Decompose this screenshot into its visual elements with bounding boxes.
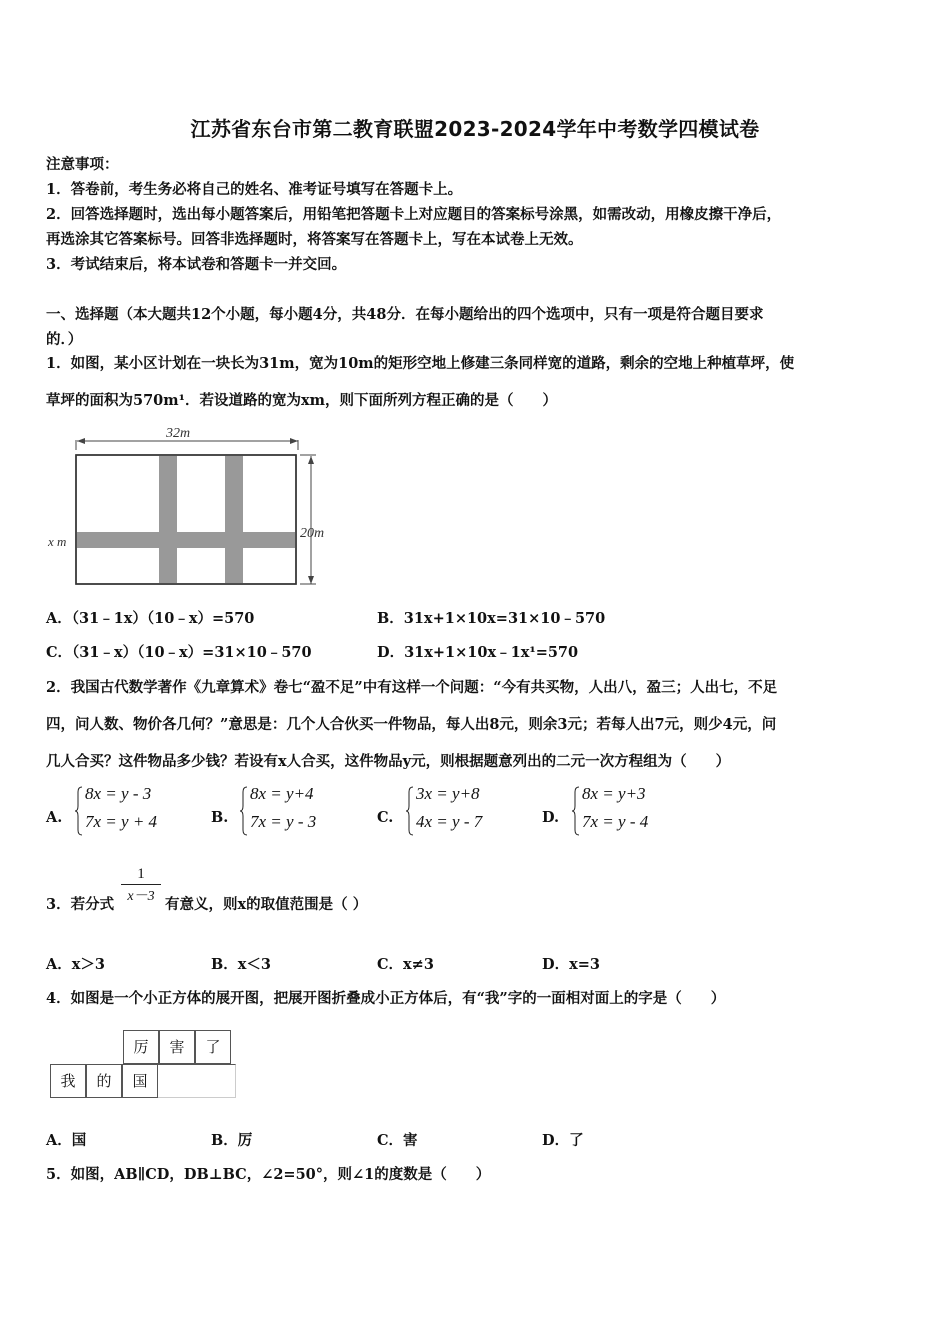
brace-icon — [240, 786, 248, 836]
q1-option-c[interactable]: C．（31﹣x）（10﹣x）=31×10﹣570 — [46, 644, 312, 661]
q2-c-eq1: 3x = y+8 — [416, 784, 480, 803]
q3-fraction — [121, 866, 161, 905]
q2-option-d-system[interactable] — [572, 784, 692, 840]
q5-text-line1: 5．如图，AB∥CD，DB⊥BC，∠2=50°，则∠1的度数是（ ） — [46, 1166, 491, 1183]
q1-fig-left-label: x m — [48, 534, 67, 549]
q1-option-b[interactable]: B．31x+1×10x=31×10﹣570 — [377, 610, 606, 627]
q2-option-c-label[interactable]: C. — [377, 809, 394, 826]
q2-option-b-system[interactable] — [240, 784, 360, 840]
brace-icon — [75, 786, 83, 836]
q2-c-eq2: 4x = y - 7 — [416, 812, 483, 831]
q1-road-figure — [46, 420, 346, 592]
q3-option-c[interactable]: C．x≠3 — [377, 956, 434, 973]
brace-icon — [406, 786, 414, 836]
q1-fig-right-label: 20m — [300, 526, 325, 541]
section-heading-line1: 一、选择题（本大题共12个小题，每小题4分，共48分．在每小题给出的四个选项中，只有一项是符合题目要求 — [46, 306, 764, 323]
q3-text-prefix: 3．若分式 — [46, 896, 115, 913]
q2-option-c-system[interactable] — [406, 784, 526, 840]
q3-option-d[interactable]: D．x=3 — [542, 956, 600, 973]
q1-option-d[interactable]: D．31x+1×10x﹣1x¹=570 — [377, 644, 579, 661]
q2-option-d-label[interactable]: D. — [542, 809, 560, 826]
notice-item-2a: 2．回答选择题时，选出每小题答案后，用铅笔把答题卡上对应题目的答案标号涂黑，如需改动，用橡皮擦干净后， — [46, 206, 782, 223]
q3-option-a[interactable]: A．x＞3 — [46, 956, 105, 973]
notice-heading: 注意事项： — [46, 156, 119, 173]
net-cell-top-1: 厉 — [123, 1030, 159, 1064]
net-cell-bottom-1: 我 — [50, 1064, 86, 1098]
q2-text-line2: 四，问人数、物价各几何？”意思是：几个人合伙买一件物品，每人出8元，则余3元；若每人出7元，则少4元，问 — [46, 716, 777, 733]
q4-text-line1: 4．如图是一个小正方体的展开图，把展开图折叠成小正方体后，有“我”字的一面相对面上的字是（ ） — [46, 990, 726, 1007]
q3-option-b[interactable]: B．x＜3 — [211, 956, 271, 973]
q1-text-line2: 草坪的面积为570m¹．若设道路的宽为xm，则下面所列方程正确的是（ ） — [46, 392, 557, 409]
q2-text-line3: 几人合买？这件物品多少钱？若设有x人合买，这件物品y元，则根据题意列出的二元一次方程组为（ ） — [46, 753, 731, 770]
q2-a-eq2: 7x = y + 4 — [85, 812, 158, 831]
q2-b-eq2: 7x = y - 3 — [250, 812, 317, 831]
q3-numerator: 1 — [121, 866, 161, 885]
q4-option-d[interactable]: D．了 — [542, 1132, 584, 1149]
q1-text-line1: 1．如图，某小区计划在一块长为31m，宽为10m的矩形空地上修建三条同样宽的道路，剩余的空地上种植草坪，使 — [46, 355, 795, 372]
net-cell-top-3: 了 — [195, 1030, 231, 1064]
q2-option-a-label[interactable]: A. — [46, 809, 63, 826]
net-cell-bottom-3: 国 — [122, 1064, 158, 1098]
notice-item-3: 3．考试结束后，将本试卷和答题卡一并交回。 — [46, 256, 347, 273]
net-cell-bottom-2: 的 — [86, 1064, 122, 1098]
q2-a-eq1: 8x = y - 3 — [85, 784, 152, 803]
page-title: 江苏省东台市第二教育联盟2023-2024学年中考数学四模试卷 — [190, 117, 760, 141]
q3-denominator: x－3 — [127, 889, 155, 904]
q4-option-a[interactable]: A．国 — [46, 1132, 87, 1149]
q3-text-suffix: 有意义，则x的取值范围是（ ） — [165, 896, 368, 913]
notice-item-1: 1．答卷前，考生务必将自己的姓名、准考证号填写在答题卡上。 — [46, 181, 463, 198]
q2-text-line1: 2．我国古代数学著作《九章算术》卷七“盈不足”中有这样一个问题：“今有共买物，人出八，盈三；人出七，不足 — [46, 679, 778, 696]
q2-d-eq1: 8x = y+3 — [582, 784, 646, 803]
q2-b-eq1: 8x = y+4 — [250, 784, 314, 803]
net-empty-region — [158, 1064, 236, 1098]
q2-option-a-system[interactable] — [75, 784, 195, 840]
q1-option-a[interactable]: A．（31﹣1x）（10﹣x）=570 — [46, 610, 255, 627]
brace-icon — [572, 786, 580, 836]
net-cell-top-2: 害 — [159, 1030, 195, 1064]
q1-fig-top-label: 32m — [166, 426, 191, 441]
q2-option-b-label[interactable]: B. — [211, 809, 229, 826]
q4-cube-net — [46, 1030, 246, 1106]
notice-item-2b: 再选涂其它答案标号。回答非选择题时，将答案写在答题卡上，写在本试卷上无效。 — [46, 231, 583, 248]
section-heading-line2: 的．） — [46, 331, 83, 348]
q4-option-c[interactable]: C．害 — [377, 1132, 418, 1149]
q4-option-b[interactable]: B．厉 — [211, 1132, 253, 1149]
q2-d-eq2: 7x = y - 4 — [582, 812, 649, 831]
